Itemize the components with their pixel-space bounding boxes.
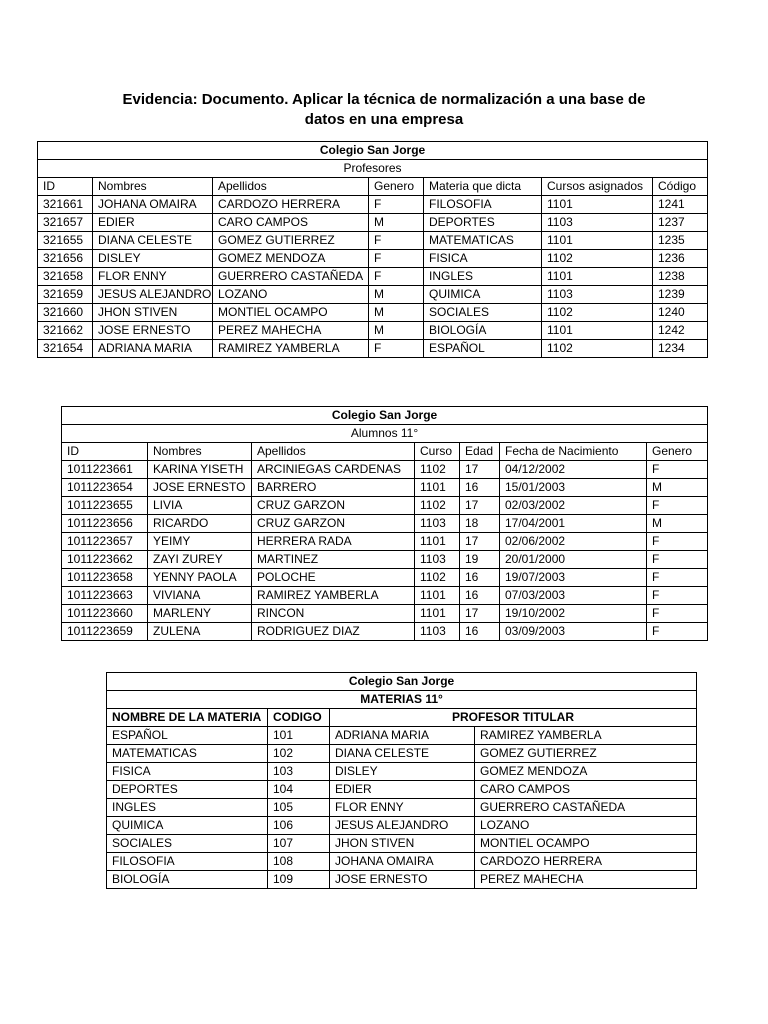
table-cell: 321662 [38,322,93,340]
table-cell: 1241 [653,196,708,214]
table-cell: BARRERO [252,479,415,497]
table-school-title: Colegio San Jorge [38,142,708,160]
table-cell: 17 [460,497,500,515]
table-cell: PEREZ MAHECHA [213,322,369,340]
alumnos-body [62,461,708,641]
title-line-1: Evidencia: Documento. Aplicar la técnica de normalización a una base de [122,91,646,108]
table-row [38,196,708,214]
table-cell: JOSE ERNESTO [330,871,475,889]
table-cell: FILOSOFIA [107,853,268,871]
table-school-title: Colegio San Jorge [62,407,708,425]
table-row [62,551,708,569]
table-cell: 1011223654 [62,479,148,497]
column-header: Edad [460,443,500,461]
table-cell: DEPORTES [424,214,542,232]
table-cell: M [369,304,424,322]
table-cell: 321661 [38,196,93,214]
table-cell: 20/01/2000 [500,551,647,569]
column-header: Apellidos [213,178,369,196]
table-cell: CARO CAMPOS [475,781,697,799]
table-cell: DISLEY [330,763,475,781]
table-cell: 1237 [653,214,708,232]
table-cell: 03/09/2003 [500,623,647,641]
table-cell: 1011223657 [62,533,148,551]
table-cell: 106 [268,817,330,835]
table-cell: DIANA CELESTE [93,232,213,250]
table-cell: JESUS ALEJANDRO [330,817,475,835]
table-cell: M [369,214,424,232]
table-cell: 17 [460,605,500,623]
table-cell: JOHANA OMAIRA [93,196,213,214]
table-subtitle: Profesores [38,160,708,178]
table-cell: LIVIA [148,497,252,515]
table-row [38,286,708,304]
table-cell: HERRERA RADA [252,533,415,551]
table-cell: CRUZ GARZON [252,515,415,533]
table-cell: 15/01/2003 [500,479,647,497]
table-cell: 17 [460,533,500,551]
table-cell: GOMEZ GUTIERREZ [213,232,369,250]
table-cell: F [647,605,708,623]
table-row [62,569,708,587]
table-cell: QUIMICA [107,817,268,835]
table-cell: 16 [460,569,500,587]
table-cell: 1011223656 [62,515,148,533]
table-row [107,727,697,745]
table-cell: 1102 [542,340,653,358]
table-cell: F [647,551,708,569]
table-cell: 321658 [38,268,93,286]
table-cell: 1011223663 [62,587,148,605]
table-cell: SOCIALES [107,835,268,853]
table-header-row [38,178,708,196]
table-cell: LOZANO [213,286,369,304]
table-row [62,605,708,623]
materias-table [106,672,697,889]
table-cell: FILOSOFIA [424,196,542,214]
table-cell: QUIMICA [424,286,542,304]
table-cell: FISICA [107,763,268,781]
table-cell: 1239 [653,286,708,304]
table-cell: JHON STIVEN [330,835,475,853]
table-cell: INGLES [424,268,542,286]
table-cell: DEPORTES [107,781,268,799]
table-cell: YENNY PAOLA [148,569,252,587]
table-cell: 02/03/2002 [500,497,647,515]
table-cell: 17/04/2001 [500,515,647,533]
table-cell: 1101 [542,196,653,214]
table-cell: F [647,623,708,641]
table-row [38,340,708,358]
table-cell: ADRIANA MARIA [330,727,475,745]
table-cell: GOMEZ MENDOZA [475,763,697,781]
table-row [38,322,708,340]
table-cell: CRUZ GARZON [252,497,415,515]
table-cell: VIVIANA [148,587,252,605]
table-cell: 109 [268,871,330,889]
table-cell: DIANA CELESTE [330,745,475,763]
table-cell: 1103 [542,214,653,232]
table-cell: 18 [460,515,500,533]
table-cell: 1240 [653,304,708,322]
table-cell: M [369,322,424,340]
table-cell: F [369,268,424,286]
table-cell: JOSE ERNESTO [148,479,252,497]
table-cell: 1102 [415,569,460,587]
table-cell: GUERRERO CASTAÑEDA [475,799,697,817]
table-cell: 1102 [542,304,653,322]
table-cell: FLOR ENNY [93,268,213,286]
table-cell: 16 [460,587,500,605]
table-cell: JOSE ERNESTO [93,322,213,340]
table-cell: 321659 [38,286,93,304]
table-cell: LOZANO [475,817,697,835]
column-header: Fecha de Nacimiento [500,443,647,461]
table-cell: POLOCHE [252,569,415,587]
column-header: Cursos asignados [542,178,653,196]
table-cell: 1101 [542,232,653,250]
table-cell: MONTIEL OCAMPO [475,835,697,853]
table-cell: ARCINIEGAS CARDENAS [252,461,415,479]
table-cell: JOHANA OMAIRA [330,853,475,871]
table-cell: RAMIREZ YAMBERLA [252,587,415,605]
column-header: NOMBRE DE LA MATERIA [107,709,268,727]
table-row [38,268,708,286]
table-cell: GOMEZ GUTIERREZ [475,745,697,763]
column-header: Materia que dicta [424,178,542,196]
table-row [107,817,697,835]
table-cell: 19/10/2002 [500,605,647,623]
table-cell: 1101 [415,533,460,551]
table-cell: 1103 [542,286,653,304]
table-cell: 103 [268,763,330,781]
table-cell: 321656 [38,250,93,268]
table-cell: 1101 [542,322,653,340]
profesores-body [38,196,708,358]
table-row [62,623,708,641]
table-cell: 17 [460,461,500,479]
table-cell: EDIER [93,214,213,232]
table-row [38,250,708,268]
table-cell: CARDOZO HERRERA [213,196,369,214]
table-cell: 1011223655 [62,497,148,515]
table-cell: 1011223659 [62,623,148,641]
table-cell: RINCON [252,605,415,623]
table-cell: 1101 [415,479,460,497]
table-cell: SOCIALES [424,304,542,322]
table-cell: 321657 [38,214,93,232]
table-cell: INGLES [107,799,268,817]
table-cell: 108 [268,853,330,871]
column-header: ID [62,443,148,461]
table-cell: 1102 [415,461,460,479]
table-cell: 105 [268,799,330,817]
table-cell: ESPAÑOL [424,340,542,358]
table-cell: M [647,479,708,497]
table-row [38,304,708,322]
document-title [60,90,708,130]
table-cell: 1011223662 [62,551,148,569]
table-row [62,533,708,551]
table-cell: RODRIGUEZ DIAZ [252,623,415,641]
table-cell: BIOLOGÍA [424,322,542,340]
table-cell: 321660 [38,304,93,322]
table-row [62,479,708,497]
table-cell: MATEMATICAS [107,745,268,763]
table-cell: KARINA YISETH [148,461,252,479]
table-cell: 1242 [653,322,708,340]
column-header: Genero [369,178,424,196]
table-cell: 19 [460,551,500,569]
table-cell: 1103 [415,515,460,533]
column-header: PROFESOR TITULAR [330,709,697,727]
table-cell: MONTIEL OCAMPO [213,304,369,322]
table-header-row [62,443,708,461]
table-cell: 1235 [653,232,708,250]
table-row [62,461,708,479]
table-cell: RICARDO [148,515,252,533]
table-cell: 102 [268,745,330,763]
table-cell: F [647,533,708,551]
table-cell: M [369,286,424,304]
table-cell: GUERRERO CASTAÑEDA [213,268,369,286]
table-cell: 1103 [415,623,460,641]
table-cell: 1102 [415,497,460,515]
table-cell: RAMIREZ YAMBERLA [475,727,697,745]
table-cell: ESPAÑOL [107,727,268,745]
table-row [107,871,697,889]
table-cell: 16 [460,623,500,641]
table-cell: CARO CAMPOS [213,214,369,232]
table-row [38,232,708,250]
table-cell: BIOLOGÍA [107,871,268,889]
table-row [62,497,708,515]
table-cell: 1102 [542,250,653,268]
title-line-2: datos en una empresa [304,111,464,128]
table-cell: 101 [268,727,330,745]
table-cell: 1011223658 [62,569,148,587]
table-cell: YEIMY [148,533,252,551]
table-cell: 04/12/2002 [500,461,647,479]
table-cell: F [369,340,424,358]
table-cell: 02/06/2002 [500,533,647,551]
table-cell: CARDOZO HERRERA [475,853,697,871]
table-row [107,799,697,817]
table-cell: DISLEY [93,250,213,268]
table-cell: F [369,250,424,268]
table-cell: 1011223661 [62,461,148,479]
table-row [62,515,708,533]
table-cell: 104 [268,781,330,799]
table-subtitle: Alumnos 11° [62,425,708,443]
table-cell: 321655 [38,232,93,250]
table-cell: 1101 [415,605,460,623]
table-cell: 16 [460,479,500,497]
table-cell: EDIER [330,781,475,799]
table-cell: 1234 [653,340,708,358]
table-cell: F [647,587,708,605]
column-header: CODIGO [268,709,330,727]
table-cell: F [369,232,424,250]
column-header: Curso [415,443,460,461]
table-cell: 321654 [38,340,93,358]
table-cell: F [647,569,708,587]
materias-body [107,727,697,889]
table-cell: 1238 [653,268,708,286]
table-cell: F [369,196,424,214]
profesores-table [37,141,708,358]
table-subtitle: MATERIAS 11° [107,691,697,709]
table-cell: 107 [268,835,330,853]
table-cell: FISICA [424,250,542,268]
table-cell: 07/03/2003 [500,587,647,605]
table-row [62,587,708,605]
table-row [107,853,697,871]
table-cell: JHON STIVEN [93,304,213,322]
table-cell: ZAYI ZUREY [148,551,252,569]
table-cell: RAMIREZ YAMBERLA [213,340,369,358]
table-row [107,763,697,781]
table-cell: 1101 [415,587,460,605]
table-row [107,745,697,763]
table-cell: F [647,461,708,479]
table-row [107,835,697,853]
table-cell: JESUS ALEJANDRO [93,286,213,304]
table-header-row [107,709,697,727]
table-cell: ZULENA [148,623,252,641]
table-cell: ADRIANA MARIA [93,340,213,358]
table-cell: MARTINEZ [252,551,415,569]
column-header: Nombres [148,443,252,461]
column-header: ID [38,178,93,196]
column-header: Nombres [93,178,213,196]
table-cell: 1236 [653,250,708,268]
table-cell: MATEMATICAS [424,232,542,250]
table-cell: 1011223660 [62,605,148,623]
table-cell: PEREZ MAHECHA [475,871,697,889]
table-cell: MARLENY [148,605,252,623]
column-header: Código [653,178,708,196]
table-cell: 1101 [542,268,653,286]
table-cell: F [647,497,708,515]
table-school-title: Colegio San Jorge [107,673,697,691]
table-row [107,781,697,799]
table-cell: GOMEZ MENDOZA [213,250,369,268]
column-header: Apellidos [252,443,415,461]
table-cell: 19/07/2003 [500,569,647,587]
table-cell: FLOR ENNY [330,799,475,817]
table-cell: M [647,515,708,533]
alumnos-table [61,406,708,641]
table-row [38,214,708,232]
column-header: Genero [647,443,708,461]
table-cell: 1103 [415,551,460,569]
